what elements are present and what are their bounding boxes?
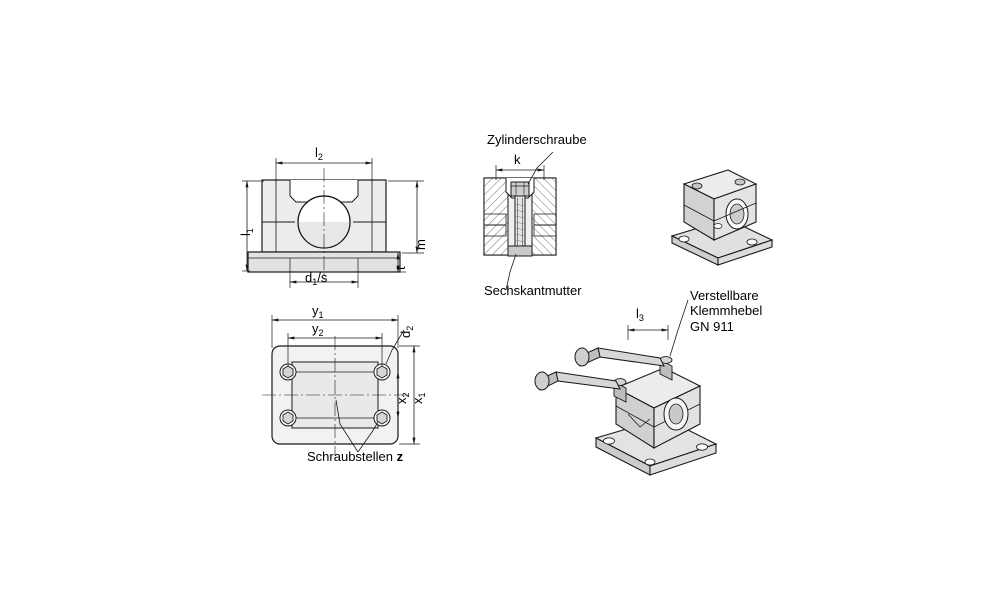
- dim-label-k: k: [514, 152, 521, 167]
- dim-label-d2: $d_2$: [398, 325, 415, 338]
- dim-label-y2: $y_2$: [312, 321, 324, 338]
- dim-label-x2: $x_2$: [394, 392, 411, 404]
- callout-klemmhebel-line-1: Verstellbare: [690, 288, 759, 303]
- callout-sechskantmutter: Sechskantmutter: [484, 283, 582, 298]
- iso-view-block: [672, 170, 772, 265]
- dim-label-t: t: [393, 266, 408, 270]
- callout-klemmhebel-line-2: Klemmhebel: [690, 303, 763, 319]
- callout-schraubstellen: Schraubstellen z: [307, 449, 404, 464]
- dim-label-l3: $l_3$: [636, 306, 644, 323]
- callout-klemmhebel: [690, 288, 762, 334]
- dim-label-x1: $x_1$: [410, 392, 427, 404]
- callout-zylinderschraube: Zylinderschraube: [487, 132, 587, 147]
- section-view: [484, 152, 556, 290]
- iso-view-with-levers: [535, 300, 716, 475]
- dim-label-y1: $y_1$: [312, 303, 324, 320]
- top-view: [262, 315, 420, 456]
- dim-label-l1: $l_1$: [238, 228, 255, 236]
- dim-label-d1s: $d_1/s$: [305, 270, 328, 287]
- dim-label-m: m: [413, 239, 428, 250]
- dim-label-l2: $l_2$: [315, 145, 323, 162]
- callout-klemmhebel-line-3: GN 911: [690, 318, 734, 334]
